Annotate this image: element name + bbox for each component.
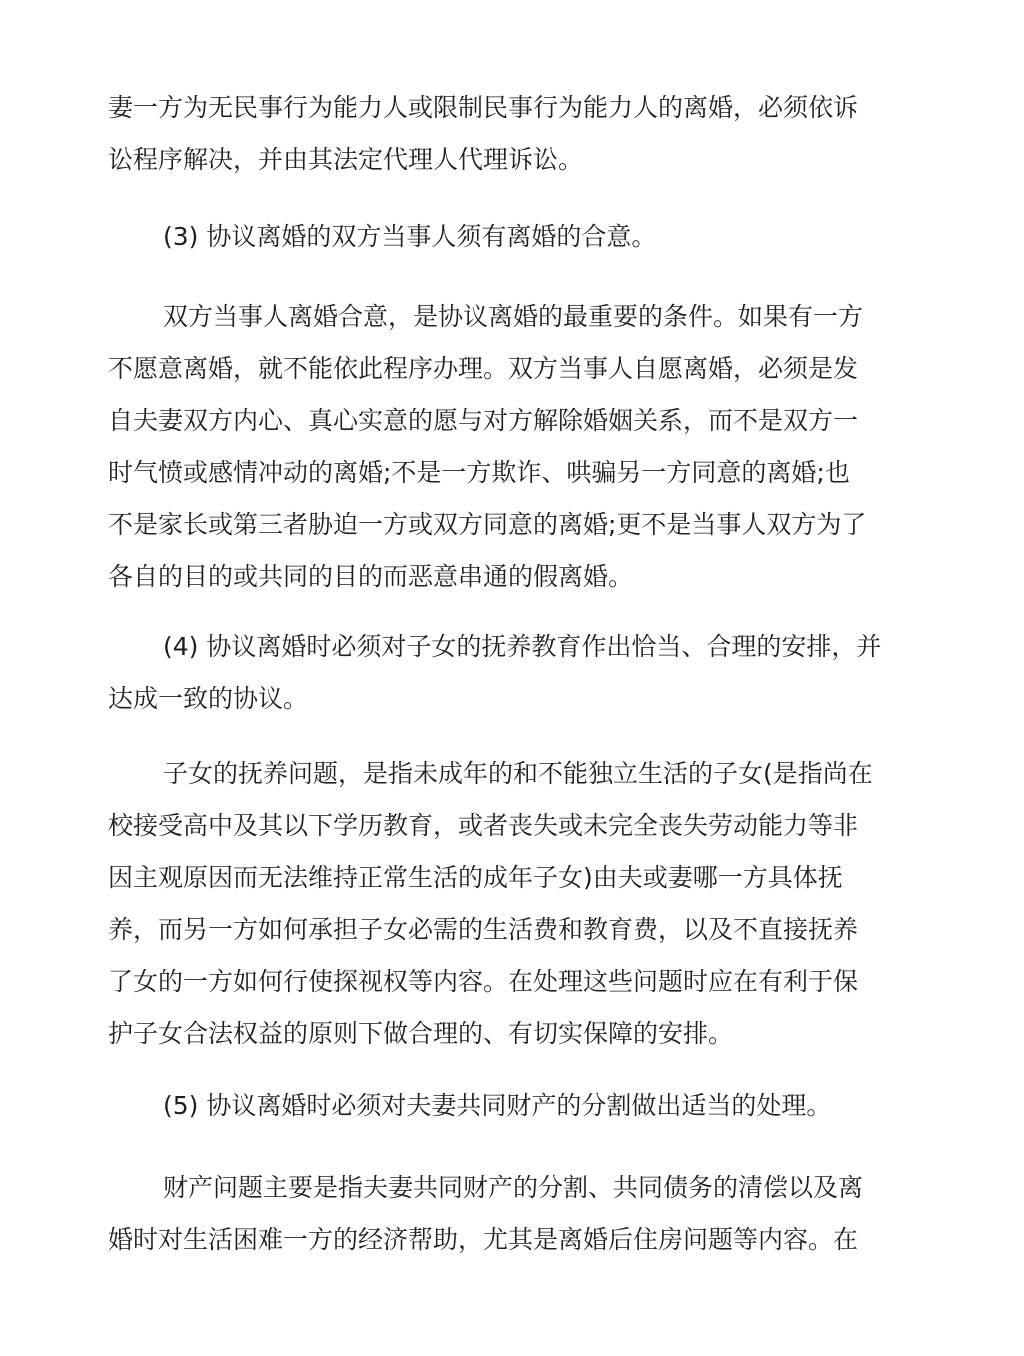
paragraph-line: 养，而另一方如何承担子女必需的生活费和教育费，以及不直接抚养 [108, 915, 859, 944]
numbered-heading-3: (3) 协议离婚的双方当事人须有离婚的合意。 [163, 222, 657, 251]
paragraph-line: 妻一方为无民事行为能力人或限制民事行为能力人的离婚，必须依诉 [108, 93, 859, 122]
paragraph-line: 护子女合法权益的原则下做合理的、有切实保障的安排。 [108, 1019, 734, 1048]
paragraph-line: 因主观原因而无法维持正常生活的成年子女)由夫或妻哪一方具体抚 [108, 863, 843, 892]
numbered-heading-5: (5) 协议离婚时必须对夫妻共同财产的分割做出适当的处理。 [163, 1091, 832, 1120]
paragraph-line: 达成一致的协议。 [108, 684, 309, 713]
paragraph-line: 不愿意离婚，就不能依此程序办理。双方当事人自愿离婚，必须是发 [108, 354, 859, 383]
paragraph-line: 不是家长或第三者胁迫一方或双方同意的离婚;更不是当事人双方为了 [108, 510, 867, 539]
paragraph-line: 财产问题主要是指夫妻共同财产的分割、共同债务的清偿以及离 [163, 1173, 864, 1202]
paragraph-line: 讼程序解决，并由其法定代理人代理诉讼。 [108, 145, 584, 174]
paragraph-line: 自夫妻双方内心、真心实意的愿与对方解除婚姻关系，而不是双方一 [108, 406, 859, 435]
paragraph-line: 双方当事人离婚合意，是协议离婚的最重要的条件。如果有一方 [163, 302, 864, 331]
paragraph-line: 了女的一方如何行使探视权等内容。在处理这些问题时应在有利于保 [108, 967, 859, 996]
paragraph-line: 时气愤或感情冲动的离婚;不是一方欺诈、哄骗另一方同意的离婚;也 [108, 458, 850, 487]
paragraph-line: 婚时对生活困难一方的经济帮助，尤其是离婚后住房问题等内容。在 [108, 1225, 859, 1254]
paragraph-line: 校接受高中及其以下学历教育，或者丧失或未完全丧失劳动能力等非 [108, 811, 859, 840]
paragraph-line: 各自的目的或共同的目的而恶意串通的假离婚。 [108, 562, 634, 591]
paragraph-line: 子女的抚养问题，是指未成年的和不能独立生活的子女(是指尚在 [163, 759, 873, 788]
numbered-heading-4: (4) 协议离婚时必须对子女的抚养教育作出恰当、合理的安排，并 [163, 632, 882, 661]
